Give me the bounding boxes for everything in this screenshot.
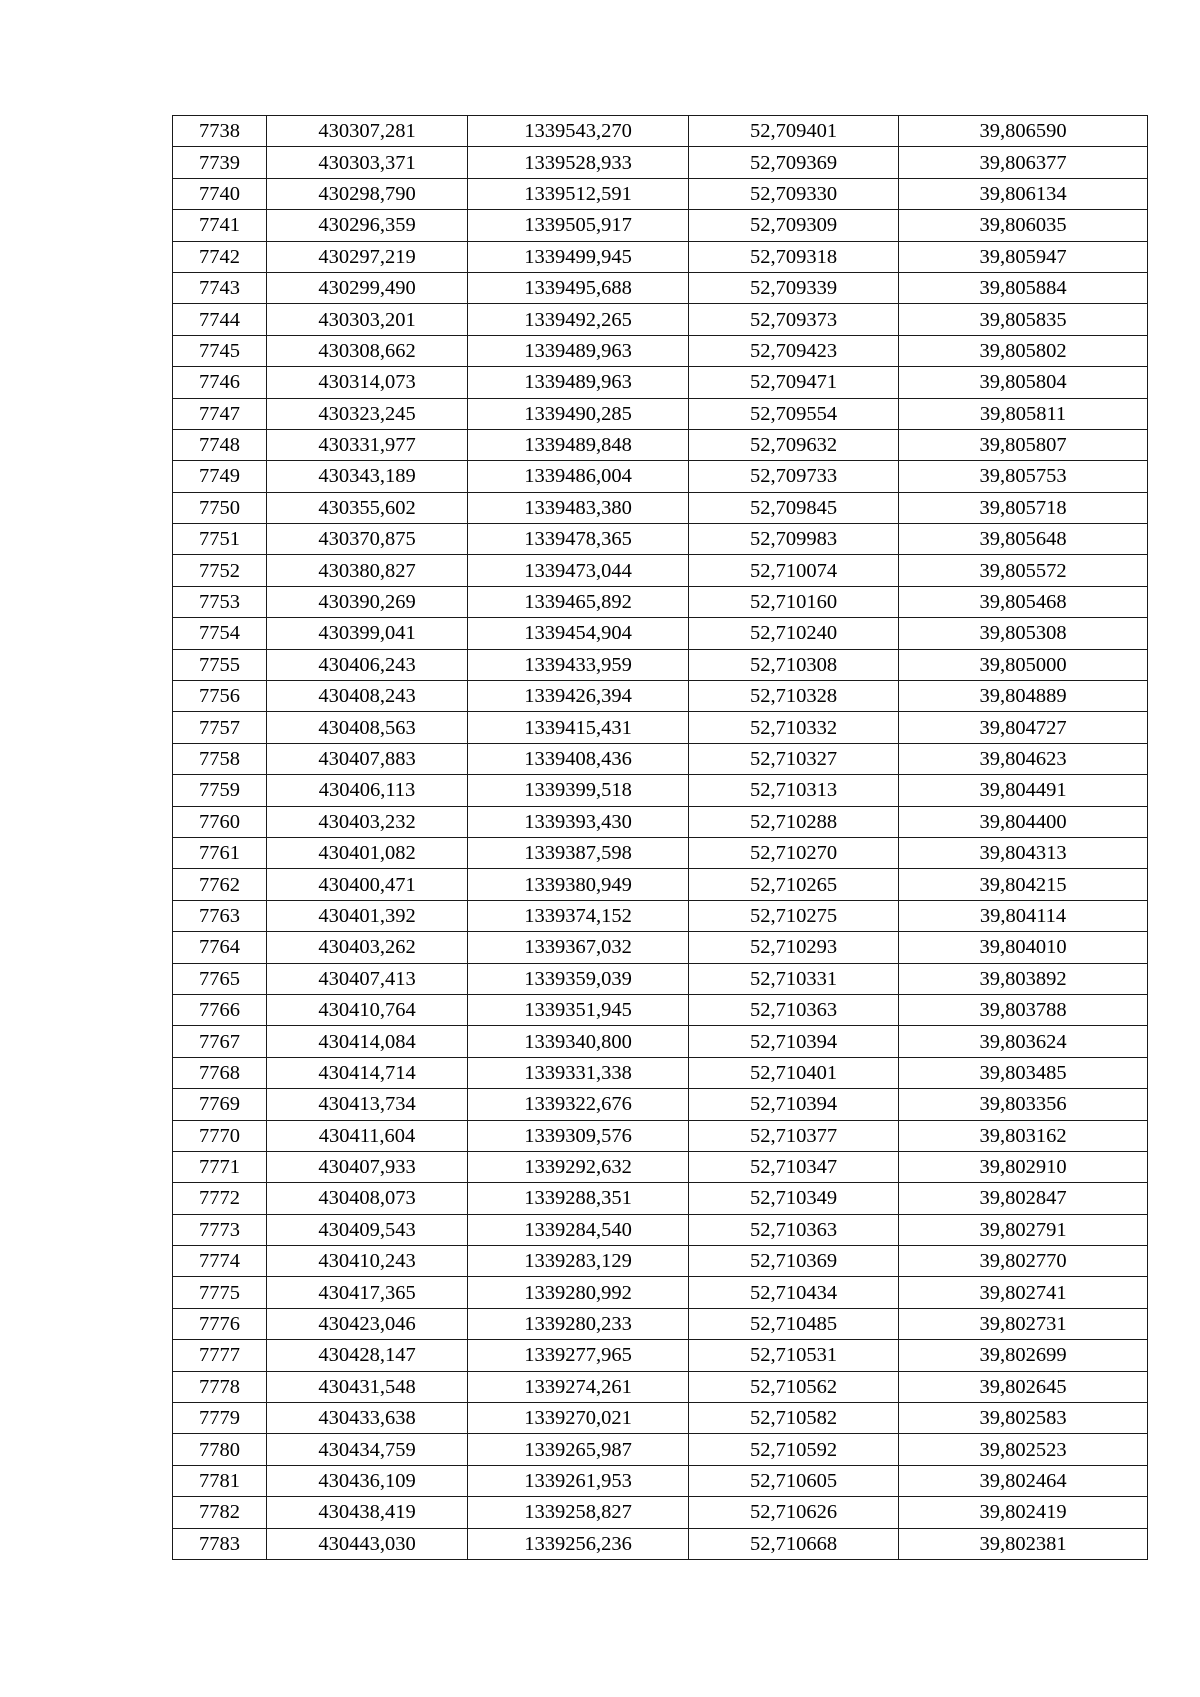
point-number-cell: 7779 [173,1403,267,1434]
table-row [173,806,1148,837]
y-coordinate-cell: 1339280,233 [468,1308,689,1339]
longitude-cell: 39,803788 [899,994,1148,1025]
y-coordinate-cell: 1339490,285 [468,398,689,429]
y-coordinate-cell: 1339274,261 [468,1371,689,1402]
y-coordinate-cell: 1339387,598 [468,837,689,868]
point-number-cell: 7750 [173,492,267,523]
x-coordinate-cell: 430331,977 [267,429,468,460]
y-coordinate-cell: 1339486,004 [468,461,689,492]
table-row [173,681,1148,712]
x-coordinate-cell: 430303,201 [267,304,468,335]
coordinates-table-body [173,116,1148,1560]
y-coordinate-cell: 1339280,992 [468,1277,689,1308]
y-coordinate-cell: 1339473,044 [468,555,689,586]
x-coordinate-cell: 430380,827 [267,555,468,586]
point-number-cell: 7773 [173,1214,267,1245]
longitude-cell: 39,804313 [899,837,1148,868]
table-row [173,304,1148,335]
point-number-cell: 7776 [173,1308,267,1339]
y-coordinate-cell: 1339292,632 [468,1151,689,1182]
y-coordinate-cell: 1339258,827 [468,1497,689,1528]
table-row [173,1057,1148,1088]
table-row [173,1308,1148,1339]
y-coordinate-cell: 1339489,848 [468,429,689,460]
latitude-cell: 52,709401 [689,116,899,147]
point-number-cell: 7767 [173,1026,267,1057]
x-coordinate-cell: 430406,113 [267,775,468,806]
table-row [173,837,1148,868]
latitude-cell: 52,710313 [689,775,899,806]
latitude-cell: 52,710265 [689,869,899,900]
longitude-cell: 39,805835 [899,304,1148,335]
longitude-cell: 39,802770 [899,1246,1148,1277]
table-row [173,272,1148,303]
point-number-cell: 7742 [173,241,267,272]
latitude-cell: 52,710160 [689,586,899,617]
x-coordinate-cell: 430436,109 [267,1465,468,1496]
longitude-cell: 39,802523 [899,1434,1148,1465]
longitude-cell: 39,806134 [899,178,1148,209]
longitude-cell: 39,806377 [899,147,1148,178]
table-row [173,963,1148,994]
point-number-cell: 7759 [173,775,267,806]
longitude-cell: 39,802699 [899,1340,1148,1371]
x-coordinate-cell: 430410,764 [267,994,468,1025]
longitude-cell: 39,805807 [899,429,1148,460]
point-number-cell: 7764 [173,932,267,963]
table-row [173,524,1148,555]
table-row [173,178,1148,209]
latitude-cell: 52,709471 [689,367,899,398]
x-coordinate-cell: 430299,490 [267,272,468,303]
table-row [173,1434,1148,1465]
point-number-cell: 7740 [173,178,267,209]
y-coordinate-cell: 1339512,591 [468,178,689,209]
point-number-cell: 7780 [173,1434,267,1465]
point-number-cell: 7761 [173,837,267,868]
y-coordinate-cell: 1339415,431 [468,712,689,743]
x-coordinate-cell: 430401,392 [267,900,468,931]
longitude-cell: 39,802381 [899,1528,1148,1559]
x-coordinate-cell: 430307,281 [267,116,468,147]
point-number-cell: 7782 [173,1497,267,1528]
point-number-cell: 7749 [173,461,267,492]
longitude-cell: 39,806035 [899,210,1148,241]
y-coordinate-cell: 1339543,270 [468,116,689,147]
table-row [173,492,1148,523]
table-row [173,618,1148,649]
point-number-cell: 7772 [173,1183,267,1214]
y-coordinate-cell: 1339374,152 [468,900,689,931]
longitude-cell: 39,805802 [899,335,1148,366]
latitude-cell: 52,710327 [689,743,899,774]
y-coordinate-cell: 1339331,338 [468,1057,689,1088]
point-number-cell: 7774 [173,1246,267,1277]
table-row [173,1528,1148,1559]
table-row [173,869,1148,900]
y-coordinate-cell: 1339505,917 [468,210,689,241]
point-number-cell: 7768 [173,1057,267,1088]
y-coordinate-cell: 1339426,394 [468,681,689,712]
point-number-cell: 7760 [173,806,267,837]
longitude-cell: 39,804491 [899,775,1148,806]
x-coordinate-cell: 430431,548 [267,1371,468,1402]
y-coordinate-cell: 1339433,959 [468,649,689,680]
table-row [173,461,1148,492]
longitude-cell: 39,805753 [899,461,1148,492]
x-coordinate-cell: 430414,084 [267,1026,468,1057]
table-row [173,1026,1148,1057]
x-coordinate-cell: 430298,790 [267,178,468,209]
y-coordinate-cell: 1339322,676 [468,1089,689,1120]
latitude-cell: 52,710668 [689,1528,899,1559]
latitude-cell: 52,710401 [689,1057,899,1088]
x-coordinate-cell: 430438,419 [267,1497,468,1528]
longitude-cell: 39,805947 [899,241,1148,272]
y-coordinate-cell: 1339408,436 [468,743,689,774]
longitude-cell: 39,805718 [899,492,1148,523]
x-coordinate-cell: 430434,759 [267,1434,468,1465]
x-coordinate-cell: 430314,073 [267,367,468,398]
longitude-cell: 39,802731 [899,1308,1148,1339]
table-row [173,116,1148,147]
x-coordinate-cell: 430407,413 [267,963,468,994]
longitude-cell: 39,805000 [899,649,1148,680]
point-number-cell: 7756 [173,681,267,712]
longitude-cell: 39,806590 [899,116,1148,147]
x-coordinate-cell: 430403,232 [267,806,468,837]
x-coordinate-cell: 430428,147 [267,1340,468,1371]
y-coordinate-cell: 1339483,380 [468,492,689,523]
latitude-cell: 52,709632 [689,429,899,460]
table-row [173,649,1148,680]
y-coordinate-cell: 1339288,351 [468,1183,689,1214]
longitude-cell: 39,805572 [899,555,1148,586]
latitude-cell: 52,710582 [689,1403,899,1434]
y-coordinate-cell: 1339340,800 [468,1026,689,1057]
latitude-cell: 52,710394 [689,1026,899,1057]
point-number-cell: 7777 [173,1340,267,1371]
longitude-cell: 39,804623 [899,743,1148,774]
table-row [173,1120,1148,1151]
table-row [173,586,1148,617]
y-coordinate-cell: 1339399,518 [468,775,689,806]
table-row [173,1246,1148,1277]
table-row [173,712,1148,743]
x-coordinate-cell: 430414,714 [267,1057,468,1088]
point-number-cell: 7746 [173,367,267,398]
table-row [173,1214,1148,1245]
latitude-cell: 52,710288 [689,806,899,837]
point-number-cell: 7741 [173,210,267,241]
longitude-cell: 39,803485 [899,1057,1148,1088]
x-coordinate-cell: 430423,046 [267,1308,468,1339]
latitude-cell: 52,710328 [689,681,899,712]
x-coordinate-cell: 430297,219 [267,241,468,272]
latitude-cell: 52,710485 [689,1308,899,1339]
latitude-cell: 52,709339 [689,272,899,303]
x-coordinate-cell: 430409,543 [267,1214,468,1245]
table-row [173,1340,1148,1371]
longitude-cell: 39,802464 [899,1465,1148,1496]
longitude-cell: 39,804114 [899,900,1148,931]
y-coordinate-cell: 1339489,963 [468,335,689,366]
longitude-cell: 39,802645 [899,1371,1148,1402]
longitude-cell: 39,805648 [899,524,1148,555]
table-row [173,1403,1148,1434]
point-number-cell: 7769 [173,1089,267,1120]
longitude-cell: 39,803892 [899,963,1148,994]
table-row [173,1151,1148,1182]
longitude-cell: 39,805884 [899,272,1148,303]
y-coordinate-cell: 1339270,021 [468,1403,689,1434]
y-coordinate-cell: 1339309,576 [468,1120,689,1151]
y-coordinate-cell: 1339465,892 [468,586,689,617]
latitude-cell: 52,709733 [689,461,899,492]
longitude-cell: 39,803356 [899,1089,1148,1120]
x-coordinate-cell: 430406,243 [267,649,468,680]
point-number-cell: 7752 [173,555,267,586]
latitude-cell: 52,709318 [689,241,899,272]
latitude-cell: 52,710332 [689,712,899,743]
x-coordinate-cell: 430408,243 [267,681,468,712]
table-row [173,900,1148,931]
x-coordinate-cell: 430413,734 [267,1089,468,1120]
longitude-cell: 39,802910 [899,1151,1148,1182]
table-row [173,398,1148,429]
y-coordinate-cell: 1339478,365 [468,524,689,555]
y-coordinate-cell: 1339351,945 [468,994,689,1025]
x-coordinate-cell: 430403,262 [267,932,468,963]
y-coordinate-cell: 1339265,987 [468,1434,689,1465]
x-coordinate-cell: 430417,365 [267,1277,468,1308]
x-coordinate-cell: 430296,359 [267,210,468,241]
latitude-cell: 52,709423 [689,335,899,366]
point-number-cell: 7738 [173,116,267,147]
latitude-cell: 52,710308 [689,649,899,680]
x-coordinate-cell: 430443,030 [267,1528,468,1559]
latitude-cell: 52,710592 [689,1434,899,1465]
latitude-cell: 52,710293 [689,932,899,963]
table-row [173,429,1148,460]
longitude-cell: 39,804010 [899,932,1148,963]
point-number-cell: 7754 [173,618,267,649]
latitude-cell: 52,710363 [689,994,899,1025]
latitude-cell: 52,710369 [689,1246,899,1277]
latitude-cell: 52,710626 [689,1497,899,1528]
table-row [173,147,1148,178]
latitude-cell: 52,710331 [689,963,899,994]
table-row [173,775,1148,806]
x-coordinate-cell: 430323,245 [267,398,468,429]
y-coordinate-cell: 1339489,963 [468,367,689,398]
longitude-cell: 39,805811 [899,398,1148,429]
y-coordinate-cell: 1339277,965 [468,1340,689,1371]
latitude-cell: 52,709554 [689,398,899,429]
latitude-cell: 52,710394 [689,1089,899,1120]
latitude-cell: 52,710377 [689,1120,899,1151]
longitude-cell: 39,805468 [899,586,1148,617]
x-coordinate-cell: 430355,602 [267,492,468,523]
table-row [173,1371,1148,1402]
table-row [173,555,1148,586]
table-row [173,932,1148,963]
x-coordinate-cell: 430303,371 [267,147,468,178]
table-row [173,994,1148,1025]
point-number-cell: 7745 [173,335,267,366]
latitude-cell: 52,710275 [689,900,899,931]
x-coordinate-cell: 430400,471 [267,869,468,900]
y-coordinate-cell: 1339380,949 [468,869,689,900]
table-row [173,1465,1148,1496]
point-number-cell: 7748 [173,429,267,460]
y-coordinate-cell: 1339454,904 [468,618,689,649]
table-row [173,210,1148,241]
point-number-cell: 7739 [173,147,267,178]
x-coordinate-cell: 430308,662 [267,335,468,366]
x-coordinate-cell: 430408,563 [267,712,468,743]
point-number-cell: 7766 [173,994,267,1025]
point-number-cell: 7762 [173,869,267,900]
longitude-cell: 39,802847 [899,1183,1148,1214]
longitude-cell: 39,802419 [899,1497,1148,1528]
point-number-cell: 7743 [173,272,267,303]
latitude-cell: 52,709369 [689,147,899,178]
y-coordinate-cell: 1339499,945 [468,241,689,272]
x-coordinate-cell: 430408,073 [267,1183,468,1214]
latitude-cell: 52,710531 [689,1340,899,1371]
x-coordinate-cell: 430407,883 [267,743,468,774]
latitude-cell: 52,710074 [689,555,899,586]
point-number-cell: 7771 [173,1151,267,1182]
x-coordinate-cell: 430399,041 [267,618,468,649]
longitude-cell: 39,804889 [899,681,1148,712]
table-row [173,743,1148,774]
point-number-cell: 7783 [173,1528,267,1559]
x-coordinate-cell: 430401,082 [267,837,468,868]
latitude-cell: 52,710349 [689,1183,899,1214]
point-number-cell: 7751 [173,524,267,555]
longitude-cell: 39,804215 [899,869,1148,900]
latitude-cell: 52,709983 [689,524,899,555]
y-coordinate-cell: 1339495,688 [468,272,689,303]
latitude-cell: 52,710434 [689,1277,899,1308]
y-coordinate-cell: 1339256,236 [468,1528,689,1559]
table-row [173,241,1148,272]
latitude-cell: 52,710562 [689,1371,899,1402]
point-number-cell: 7758 [173,743,267,774]
point-number-cell: 7765 [173,963,267,994]
table-row [173,1183,1148,1214]
table-row [173,1497,1148,1528]
x-coordinate-cell: 430410,243 [267,1246,468,1277]
point-number-cell: 7753 [173,586,267,617]
longitude-cell: 39,804727 [899,712,1148,743]
point-number-cell: 7775 [173,1277,267,1308]
x-coordinate-cell: 430370,875 [267,524,468,555]
latitude-cell: 52,709373 [689,304,899,335]
point-number-cell: 7770 [173,1120,267,1151]
point-number-cell: 7755 [173,649,267,680]
table-row [173,367,1148,398]
y-coordinate-cell: 1339367,032 [468,932,689,963]
y-coordinate-cell: 1339261,953 [468,1465,689,1496]
y-coordinate-cell: 1339528,933 [468,147,689,178]
longitude-cell: 39,802741 [899,1277,1148,1308]
y-coordinate-cell: 1339283,129 [468,1246,689,1277]
point-number-cell: 7781 [173,1465,267,1496]
y-coordinate-cell: 1339284,540 [468,1214,689,1245]
table-row [173,335,1148,366]
longitude-cell: 39,805308 [899,618,1148,649]
latitude-cell: 52,710240 [689,618,899,649]
point-number-cell: 7744 [173,304,267,335]
latitude-cell: 52,710605 [689,1465,899,1496]
x-coordinate-cell: 430433,638 [267,1403,468,1434]
longitude-cell: 39,803162 [899,1120,1148,1151]
y-coordinate-cell: 1339393,430 [468,806,689,837]
coordinates-table [172,115,1148,1560]
point-number-cell: 7778 [173,1371,267,1402]
longitude-cell: 39,802791 [899,1214,1148,1245]
table-row [173,1089,1148,1120]
latitude-cell: 52,710347 [689,1151,899,1182]
y-coordinate-cell: 1339492,265 [468,304,689,335]
x-coordinate-cell: 430407,933 [267,1151,468,1182]
point-number-cell: 7763 [173,900,267,931]
latitude-cell: 52,709309 [689,210,899,241]
y-coordinate-cell: 1339359,039 [468,963,689,994]
latitude-cell: 52,710270 [689,837,899,868]
latitude-cell: 52,709845 [689,492,899,523]
longitude-cell: 39,805804 [899,367,1148,398]
latitude-cell: 52,710363 [689,1214,899,1245]
point-number-cell: 7747 [173,398,267,429]
x-coordinate-cell: 430343,189 [267,461,468,492]
x-coordinate-cell: 430411,604 [267,1120,468,1151]
x-coordinate-cell: 430390,269 [267,586,468,617]
point-number-cell: 7757 [173,712,267,743]
longitude-cell: 39,802583 [899,1403,1148,1434]
table-row [173,1277,1148,1308]
longitude-cell: 39,804400 [899,806,1148,837]
latitude-cell: 52,709330 [689,178,899,209]
longitude-cell: 39,803624 [899,1026,1148,1057]
